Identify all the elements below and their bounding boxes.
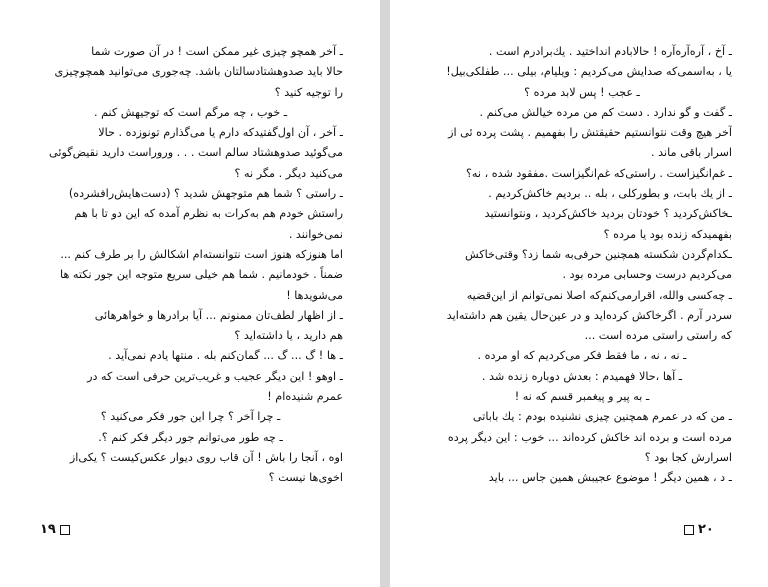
text-line: نمی‌خوانند . (288, 227, 343, 241)
text-line: یا ، به‌اسمی‌که صدایش می‌کردیم : ویلیام، بیلی ... طفلکی‌بیل! (446, 65, 732, 79)
text-line: ـ از اظهار لطف‌تان ممنونم ... آیا برادرها و خواهرهائی (94, 308, 343, 322)
text-line: ـ آخر همچو چیزی غیر ممکن است ! در آن صورت شما (91, 45, 343, 58)
text-line: ـ گفت و گو ندارد . دست کم من مرده خیالش می‌کنم . (479, 105, 732, 119)
text-line: اسرارش کجا بود ؟ (644, 450, 732, 464)
text-line: را توجیه کنید ؟ (274, 85, 343, 99)
text-line: ـ آها ،حالا فهمیدم : بعدش دوباره زنده شد . (481, 369, 683, 383)
right-page (390, 0, 768, 587)
text-line: اخوی‌ها نیست ؟ (268, 471, 343, 485)
text-line: اسرار باقی ماند . (651, 146, 732, 160)
text-line: ـ چه طور می‌توانم جور دیگر فکر کنم ؟. (98, 430, 283, 444)
text-line: آخر هیچ وقت نتوانستیم حقیقتش را بفهمیم . پشت پرده ئی از (448, 126, 732, 140)
page-number (680, 522, 714, 537)
text-line: بفهمیدکه زنده بود یا مرده ؟ (603, 227, 732, 241)
text-line: ـ نه ، نه ، ما فقط فکر می‌کردیم که او مرده . (477, 349, 687, 363)
text-line: ضمناً . خودمانیم . شما هم خیلی سریع متوجه این جور نکته ها (60, 268, 343, 282)
text-line: حالا باید صدوهشتادسالتان باشد. چه‌جوری می‌توانید همچوچیزی (54, 65, 343, 79)
text-line: ـ از یك بابت، و بطورکلی ، بله .. بردیم خاکش‌کردیم . (488, 187, 732, 201)
left-page-text (38, 42, 343, 489)
square-ornament-icon (60, 525, 70, 535)
text-line: سردر آرم . اگرخاکش کرده‌اید و در عین‌حال یقین هم داشته‌اید (446, 308, 732, 322)
text-line: مرده است و برده اند خاکش کرده‌اند ... خوب : این دیگر پرده (447, 430, 732, 444)
text-line: ـ آخ ، آره‌آره‌آره ! حالابادم انداختید . یك‌برادرم است . (488, 45, 732, 58)
text-line: ـ راستی ؟ شما هم متوجهش شدید ؟ (دست‌هایش‌رافشرده) (68, 187, 343, 201)
text-line: ـ خوب ، چه مرگم است که توجیهش کنم . (93, 105, 288, 119)
text-line: ـ ها ! گ ... گ ... گمان‌کنم بله . منتها یادم نمی‌آید . (108, 349, 343, 363)
page-number-value: ۲۰ (698, 522, 714, 537)
text-line: ـ آخر ، آن اول‌گفتیدکه دارم یا می‌گذارم تونوزده . حالا (98, 126, 343, 140)
page-number-value: ۱۹ (40, 522, 56, 537)
text-line: که راستی راستی مرده است ... (584, 329, 732, 343)
text-line: راستش خودم هم به‌کرات به نظرم آمده که این دو تا با هم (74, 207, 343, 221)
text-line: ـ چه‌کسی والله، اقرارمی‌کنم‌که اصلا نمی‌توانم از این‌قضیه (466, 288, 732, 302)
page-number (40, 522, 74, 537)
text-line: می‌شوید‌ها ! (286, 288, 343, 302)
square-ornament-icon (684, 525, 694, 535)
text-line: ـ اوهو ! این دیگر عجیب و غریب‌ترین حرفی است که در (87, 369, 343, 383)
right-page-text (432, 42, 732, 489)
text-line: ـ عجب ! پس لابد مرده ؟ (524, 85, 640, 99)
text-line: ـ د ، همین دیگر ! موضوع عجیبش همین جاس ... باید (488, 471, 732, 485)
left-page (0, 0, 380, 587)
text-line: می‌گوئید صدوهشتاد سالم است . . . وروراست دارید نقیض‌گوئی (49, 146, 343, 160)
text-line: عمرم شنیده‌ام ! (267, 390, 343, 404)
text-line: هم دارید ، یا داشته‌اید ؟ (234, 329, 343, 343)
text-line: می‌کردیم درست وحسابی مرده بود . (562, 268, 732, 282)
text-line: ـ غم‌انگیزاست . راستی‌که غم‌انگیزاست .مفقود شده ، نه؟ (465, 166, 732, 180)
text-line: اما هنوزکه هنوز است نتوانسته‌ام اشکالش را بر طرف کنم ... (60, 247, 343, 261)
text-line: می‌کنید دیگر . مگر نه ؟ (234, 166, 343, 180)
text-line: ـ چرا آخر ؟ چرا این جور فکر می‌کنید ؟ (100, 410, 281, 424)
text-line: ـخاکش‌کردید ؟ خودتان بردید خاکش‌کردید ، ونتوانستید (484, 207, 732, 221)
text-line: ـ به پیر و پیغمبر قسم که نه ! (514, 390, 650, 404)
text-line: ـ من که در عمرم همچنین چیزی نشنیده بودم : یك باباتی (472, 410, 732, 424)
text-line: اوه ، آنجا را باش ! آن قاب روی دیوار عکس‌کیست ؟ یکی‌از (69, 450, 343, 464)
text-line: ـکدام‌گردن شکسته همچنین حرفی‌به شما زد؟ وقتی‌خاکش (465, 247, 732, 261)
